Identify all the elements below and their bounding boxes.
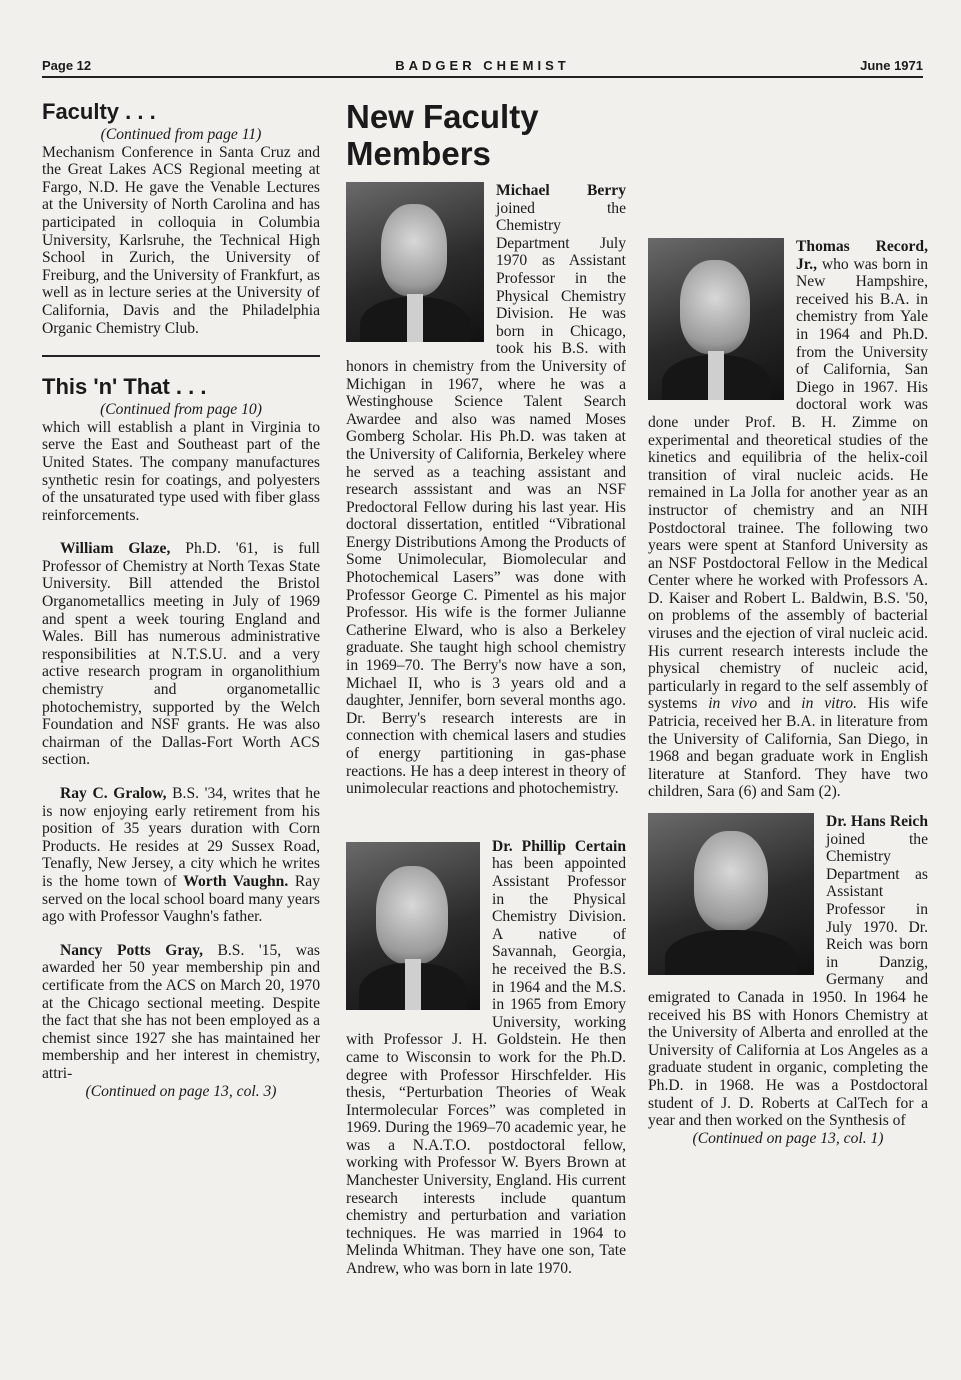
gralow-text: B.S. '34, writes that he is now enjoying early retirement from his position of 35 years duration with Corn Products. He resides at 29 Sussex Road, Tenafly, New Jersey, a city which he writes is the home town of — [42, 785, 320, 890]
faculty-text: Mechanism Conference in Santa Cruz and the Great Lakes ACS Regional meeting at Fargo, N.D. He gave the Venable Lectures at the University of North Carolina and has participated in colloquia in Columbia University, Karlsruhe, the Technical High School in Zurich, the University of Freiburg, and the University of Frankfurt, as well as in lecture series at the University of California, Davis and the Philadelphia Organic Chemistry Club. — [42, 143, 320, 337]
record-name: Thomas Record, Jr., — [796, 238, 928, 273]
record-text: who was born in New Hampshire, received his B.A. in chemistry from Yale in 1964 and Ph.D. from the University of California, San Diego in 1967. His doctoral work was done under Prof. B. H. Zimme on experimental and theoretical studies of the kinetics and equilibria of the helix-coil transition of viral nucleic acids. He remained in La Jolla for another year as an instructor of chemistry and an NIH Postdoctoral trainee. The following two years were spent at Stanford University as an NSF Postdoctoral Fellow in the Medical Center where he worked with Professors A. D. Kaiser and Robert L. Baldwin, B.S. '50, on problems of the assembly of bacterial viruses and the ejection of viral nucleic acid. His current research interests include the physical chemistry of nucleic acid, particularly in regard to the self assembly of systems — [648, 255, 928, 713]
faculty-heading: Faculty . . . — [42, 99, 156, 124]
berry-text: joined the Chemistry Department July 1970 as Assistant Professor in the Physical Chemistry Division. He was born in Chicago, took his B.S. with honors in chemistry from the University of Michigan in 1967, where he was a Westinghouse Science Talent Search Awardee and also was named Moses Gomberg Scholar. His Ph.D. was taken at the University of California, Berkeley where he served as a teaching assistant and research asssistant and was an NSF Predoctoral Fellow during his last year. His doctoral dissertation, entitled “Vibrational Energy Distributions Among the Products of Some Unimolecular, Biomolecular and Photochemical Lasers” was done with Professor George C. Pimentel as his major Professor. His wife is the former Julianne Catherine Elward, who is also a Berkeley graduate. She taught high school chemistry in 1969–70. The Berry's now have a son, Michael II, who is 3 years old and a daughter, Jennifer, born several months ago. Dr. Berry's research interests are in connection with chemical lasers and studies of energy partitioning in gas-phase reactions. He has a deep interest in theory of unimolecular reactions and photochemistry. — [346, 199, 626, 798]
record-and: and — [757, 695, 802, 713]
gray-text: B.S. '15, was awarded her 50 year membership pin and certificate from the ACS on March 20, 1970 at the Chicago sectional meeting. Despite the fact that she has not been employed as a chemist since 1927 she has maintained her membership and her interest in chemistry, attri- — [42, 941, 320, 1082]
faculty-continued-note: (Continued from page 11) — [100, 126, 262, 143]
record-in-vivo: in vivo — [708, 695, 758, 713]
certain-text: has been appointed Assistant Professor in the Physical Chemistry Division. A native of Savannah, Georgia, he received the B.S. in 1964 and the M.S. in 1965 from Emory University, working with Professor J. H. Goldstein. He then came to Wisconsin to work for the Ph.D. degree with Professor Hirschfelder. His thesis, “Perturbation Theories of Weak Intermolecular Forces” was completed in 1969. During the 1969–70 academic year, he was a N.A.T.O. postdoctoral fellow, working with Professor W. Byers Brown at Manchester University, England. His current research interests include quantum chemistry and perturbation and variation techniques. He was married in 1964 to Melinda Whitman. They have one son, Tate Andrew, who was born in late 1970. — [346, 855, 626, 1278]
reich-photo — [648, 813, 814, 975]
spacer — [648, 801, 928, 813]
column-left — [42, 98, 320, 1100]
berry-photo — [346, 182, 484, 342]
reich-portrait-face — [694, 831, 768, 931]
page-number: Page 12 — [42, 58, 92, 73]
new-faculty-heading: New Faculty Members — [346, 98, 539, 172]
record-text-end: His wife Patricia, received her B.A. in literature from the University of California, San Diego, in 1968 and began graduate work in English literature at Stanford. They have two children, Sara (6) and Sam (2). — [648, 695, 928, 801]
gray-name: Nancy Potts Gray, — [60, 941, 203, 959]
berry-portrait-face — [381, 204, 447, 296]
gray-paragraph — [42, 942, 320, 1083]
reich-portrait-suit — [665, 930, 798, 975]
page-header — [42, 58, 923, 78]
reich-text: joined the Chemistry Department as Assistant Professor in July 1970. Dr. Reich was born in Danzig, Germany and emigrated to Canada in 1950. In 1964 he received his BS with Honors Chemistry at the University of Alberta and enrolled at the University of California at Los Angeles as a graduate student in organic, completing the Ph.D. in 1968. He was a Postdoctoral student of J. D. Roberts at CalTech for a year and then worked on the Synthesis of — [648, 830, 928, 1130]
glaze-text: Ph.D. '61, is full Professor of Chemistry at North Texas State University. Bill attended the Bristol Organometallics meeting in July of 1969 and spent a week touring England and Wales. Bill has numerous administrative responsibilities at N.T.S.U. and a very active research program in organolithium chemistry and organometallic photochemistry, supported by the Welch Foundation and NSF grants. He was also chairman of the Dallas-Fort Worth ACS section. — [42, 540, 321, 769]
record-portrait-face — [680, 260, 750, 354]
gralow-paragraph — [42, 785, 320, 926]
glaze-paragraph — [42, 540, 320, 769]
certain-portrait-face — [376, 866, 448, 964]
vaughn-name: Worth Vaughn. — [183, 872, 289, 890]
glaze-name: William Glaze, — [60, 540, 171, 558]
spacer — [346, 798, 626, 838]
publication-title: BADGER CHEMIST — [395, 58, 570, 73]
certain-photo — [346, 842, 480, 1010]
column-right — [648, 98, 928, 1147]
issue-date: June 1971 — [860, 58, 923, 73]
gralow-text-end: Ray served on the local school board many years ago with Professor Vaughn's father. — [42, 872, 320, 926]
certain-name: Dr. Phillip Certain — [492, 837, 626, 855]
this-n-that-paragraph: which will establish a plant in Virginia to serve the East and Southeast part of the United States. The company manufactures synthetic resin for coatings, and polyesters of the unsaturated type used with fiber glass reinforcements. — [42, 418, 320, 524]
gralow-name: Ray C. Gralow, — [60, 785, 167, 802]
berry-name: Michael Berry — [496, 182, 626, 199]
column-middle — [346, 98, 626, 1278]
reich-name: Dr. Hans Reich — [826, 813, 928, 830]
berry-portrait-tie — [407, 294, 424, 342]
record-photo — [648, 238, 784, 400]
col3-continued-footer: (Continued on page 13, col. 1) — [692, 1129, 884, 1147]
this-n-that-continued-note: (Continued from page 10) — [100, 401, 262, 419]
certain-portrait-tie — [405, 959, 421, 1009]
record-portrait-tie — [708, 351, 724, 400]
section-divider — [42, 355, 320, 357]
col1-continued-footer: (Continued on page 13, col. 3) — [85, 1082, 277, 1100]
this-n-that-heading: This 'n' That . . . — [42, 374, 207, 400]
col3-top-spacer — [648, 98, 928, 238]
record-in-vitro: in vitro. — [801, 695, 857, 713]
